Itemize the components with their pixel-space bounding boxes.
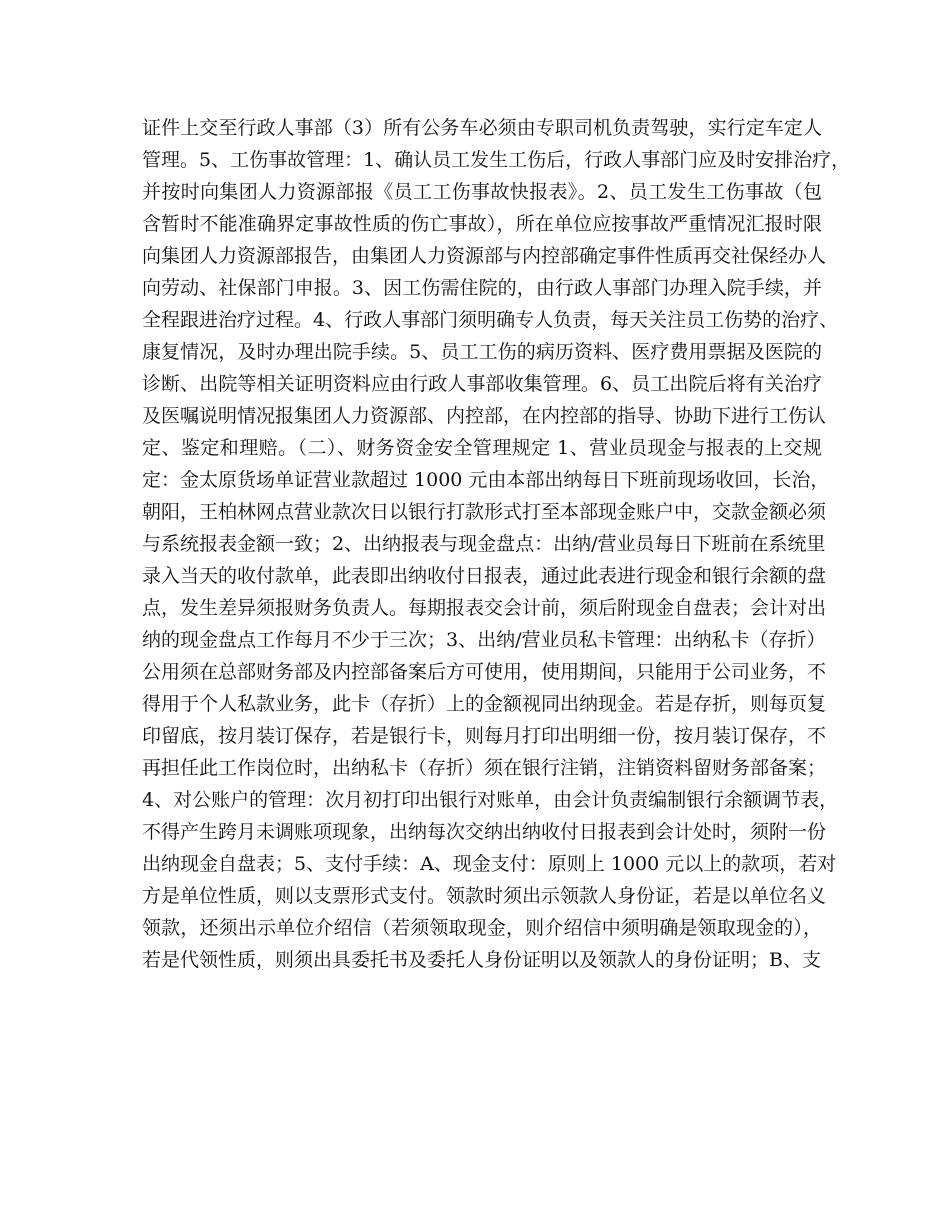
text-line: 不得产生跨月未调账项现象，出纳每次交纳出纳收付日报表到会计处时，须附一份: [142, 821, 827, 843]
body-text: [142, 112, 851, 976]
text-line: 纳的现金盘点工作每月不少于三次；3、出纳/营业员私卡管理：出纳私卡（存折）: [142, 629, 826, 651]
text-line: 定、鉴定和理赔。（二）、财务资金安全管理规定 1、营业员现金与报表的上交规: [142, 437, 822, 459]
text-line: 及医嘱说明情况报集团人力资源部、内控部，在内控部的指导、协助下进行工伤认: [142, 405, 827, 427]
text-line: 得用于个人私款业务，此卡（存折）上的金额视同出纳现金。若是存折，则每页复: [142, 693, 827, 715]
text-line: 印留底，按月装订保存，若是银行卡，则每月打印出明细一份，按月装订保存，不: [142, 725, 827, 747]
text-line: 录入当天的收付款单，此表即出纳收付日报表，通过此表进行现金和银行余额的盘: [142, 565, 827, 587]
text-line: 证件上交至行政人事部（3）所有公务车必须由专职司机负责驾驶，实行定车定人: [142, 117, 822, 139]
text-line: 康复情况，及时办理出院手续。5、员工工伤的病历资料、医疗费用票据及医院的: [142, 341, 822, 363]
text-line: 公用须在总部财务部及内控部备案后方可使用，使用期间，只能用于公司业务，不: [142, 661, 827, 683]
text-line: 管理。5、工伤事故管理：1、确认员工发生工伤后，行政人事部门应及时安排治疗，: [142, 149, 851, 171]
text-line: 诊断、出院等相关证明资料应由行政人事部收集管理。6、员工出院后将有关治疗: [142, 373, 822, 395]
text-line: 向集团人力资源部报告，由集团人力资源部与内控部确定事件性质再交社保经办人: [142, 245, 827, 267]
text-line: 全程跟进治疗过程。4、行政人事部门须明确专人负责，每天关注员工伤势的治疗、: [142, 309, 839, 331]
text-line: 点，发生差异须报财务负责人。每期报表交会计前，须后附现金自盘表；会计对出: [142, 597, 827, 619]
text-line: 含暂时不能准确界定事故性质的伤亡事故），所在单位应按事故严重情况汇报时限: [142, 213, 822, 235]
text-line: 4、对公账户的管理：次月初打印出银行对账单，由会计负责编制银行余额调节表，: [142, 789, 839, 811]
text-line: 向劳动、社保部门申报。3、因工伤需住院的，由行政人事部门办理入院手续，并: [142, 277, 822, 299]
text-line: 并按时向集团人力资源部报《员工工伤事故快报表》。2、员工发生工伤事故（包: [142, 181, 822, 203]
text-line: 领款，还须出示单位介绍信（若须领取现金，则介绍信中须明确是领取现金的），: [142, 917, 822, 939]
text-line: 方是单位性质，则以支票形式支付。领款时须出示领款人身份证，若是以单位名义: [142, 885, 827, 907]
text-line: 朝阳，王柏林网点营业款次日以银行打款形式打至本部现金账户中，交款金额必须: [142, 501, 827, 523]
text-line: 若是代领性质，则须出具委托书及委托人身份证明以及领款人的身份证明；B、支: [142, 949, 821, 971]
text-line: 定：金太原货场单证营业款超过 1000 元由本部出纳每日下班前现场收回，长治，: [142, 469, 830, 491]
text-line: 出纳现金自盘表；5、支付手续：A、现金支付：原则上 1000 元以上的款项，若对: [142, 853, 837, 875]
text-line: 再担任此工作岗位时，出纳私卡（存折）须在银行注销，注销资料留财务部备案；: [142, 757, 827, 779]
text-line: 与系统报表金额一致；2、出纳报表与现金盘点：出纳/营业员每日下班前在系统里: [142, 533, 826, 555]
